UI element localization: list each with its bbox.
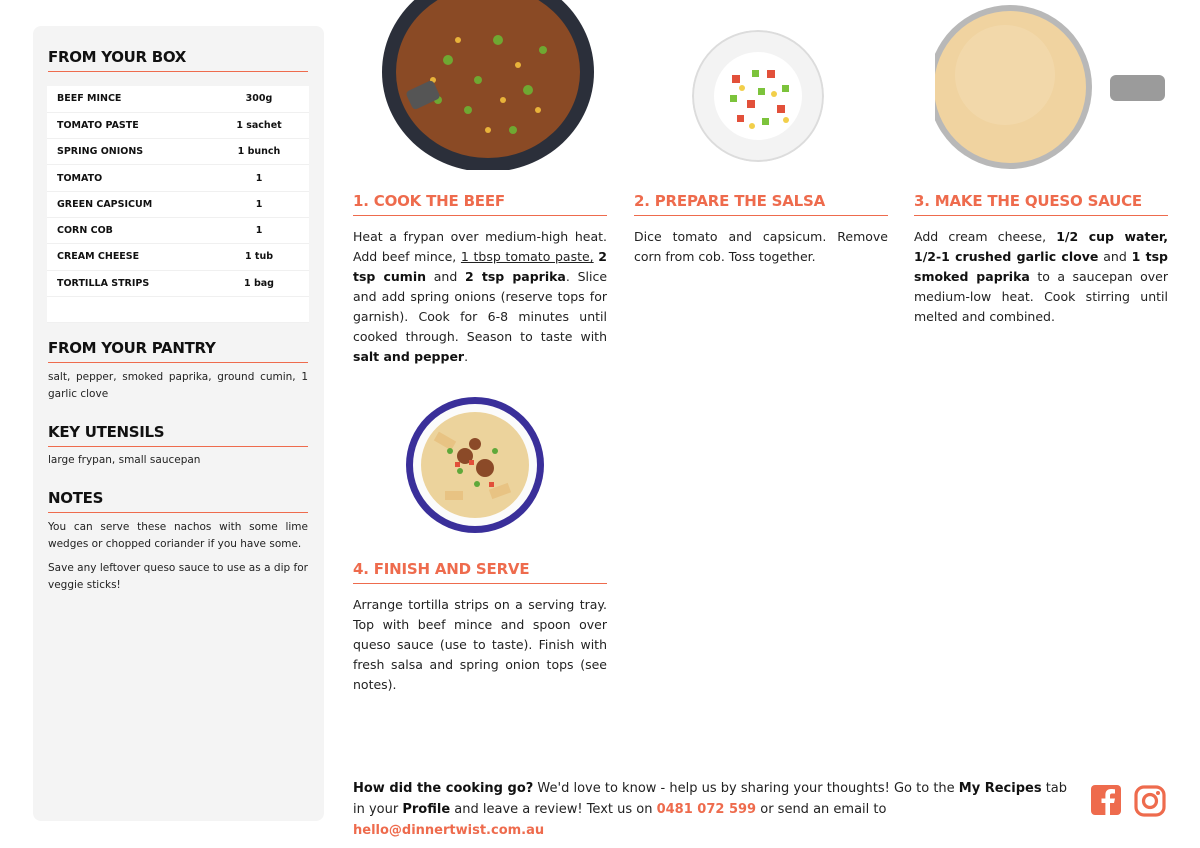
ingredient-name: GREEN CAPSICUM xyxy=(47,191,209,217)
notes-paragraph-1: You can serve these nachos with some lime wedges or chopped coriander if you have some. xyxy=(48,521,308,550)
ingredient-row-empty xyxy=(47,296,309,322)
ingredient-name: TOMATO PASTE xyxy=(47,112,209,138)
ingredient-quantity: 1 xyxy=(209,217,309,243)
ingredient-quantity: 1 xyxy=(209,165,309,191)
ingredient-quantity: 1 bag xyxy=(209,270,309,296)
step-3-title: 3. MAKE THE QUESO SAUCE xyxy=(914,192,1168,216)
ingredient-row xyxy=(47,191,309,217)
ingredient-row xyxy=(47,217,309,243)
ingredient-quantity: 1 sachet xyxy=(209,112,309,138)
nachos-plate-image xyxy=(405,396,545,534)
from-your-box-title: FROM YOUR BOX xyxy=(48,48,308,72)
ingredients-sidebar xyxy=(33,26,324,821)
notes-paragraph-2: Save any leftover queso sauce to use as a dip for veggie sticks! xyxy=(48,562,308,591)
tomato-paste-underline: 1 tbsp tomato paste, xyxy=(460,249,594,264)
ingredient-name: BEEF MINCE xyxy=(47,86,209,112)
beef-frypan-image xyxy=(378,0,600,170)
step-4-text: Arrange tortilla strips on a serving tray. Top with beef mince and spoon over queso sauce (use to taste). Finish with fresh salsa and spring onion tops (see notes). xyxy=(353,597,607,692)
ingredient-row xyxy=(47,139,309,165)
feedback-footer: How did the cooking go? We'd love to know - help us by sharing your thoughts! Go to the My Recipes tab in your Profile and leave a review! Text us on 0481 072 599 or send an email to hello@dinnertwist.com.au xyxy=(353,781,1068,838)
ingredient-quantity: 1 tub xyxy=(209,244,309,270)
ingredient-row xyxy=(47,165,309,191)
ingredient-name: SPRING ONIONS xyxy=(47,139,209,165)
empty-cell xyxy=(47,296,209,322)
ingredients-table xyxy=(47,86,309,323)
utensils-text: large frypan, small saucepan xyxy=(48,454,201,466)
ingredient-name: TOMATO xyxy=(47,165,209,191)
pantry-text: salt, pepper, smoked paprika, ground cumin, 1 garlic clove xyxy=(48,371,308,400)
step-2-title: 2. PREPARE THE SALSA xyxy=(634,192,888,216)
ingredient-quantity: 1 xyxy=(209,191,309,217)
ingredient-quantity: 300g xyxy=(209,86,309,112)
step-3-text: Add cream cheese, 1/2 cup water, 1/2-1 crushed garlic clove and 1 tsp smoked paprika to a saucepan over medium-low heat. Cook stirring until melted and combined. xyxy=(914,229,1168,324)
email-link[interactable]: hello@dinnertwist.com.au xyxy=(353,823,545,838)
queso-saucepan-image xyxy=(935,0,1165,170)
ingredient-row xyxy=(47,244,309,270)
ingredient-name: CREAM CHEESE xyxy=(47,244,209,270)
ingredient-name: TORTILLA STRIPS xyxy=(47,270,209,296)
facebook-icon[interactable] xyxy=(1090,784,1124,818)
ingredient-row xyxy=(47,270,309,296)
empty-cell xyxy=(209,296,309,322)
key-utensils-title: KEY UTENSILS xyxy=(48,423,308,447)
step-1-title: 1. COOK THE BEEF xyxy=(353,192,607,216)
step-2-text: Dice tomato and capsicum. Remove corn from cob. Toss together. xyxy=(634,229,888,264)
ingredient-row xyxy=(47,112,309,138)
ingredient-name: CORN COB xyxy=(47,217,209,243)
from-your-pantry-title: FROM YOUR PANTRY xyxy=(48,339,308,363)
step-4-title: 4. FINISH AND SERVE xyxy=(353,560,607,584)
ingredient-row xyxy=(47,86,309,112)
salsa-bowl-image xyxy=(692,30,824,162)
instagram-icon[interactable] xyxy=(1133,784,1167,818)
phone-number[interactable]: 0481 072 599 xyxy=(656,802,757,817)
notes-title: NOTES xyxy=(48,489,308,513)
ingredient-quantity: 1 bunch xyxy=(209,139,309,165)
step-1-text: Heat a frypan over medium-high heat. Add beef mince, 1 tbsp tomato paste, 2 tsp cumin and 2 tsp paprika. Slice and add spring onions (reserve tops for garnish). Cook for 6-8 minutes until cooked through. Season to taste with salt and pepper. xyxy=(353,229,608,364)
